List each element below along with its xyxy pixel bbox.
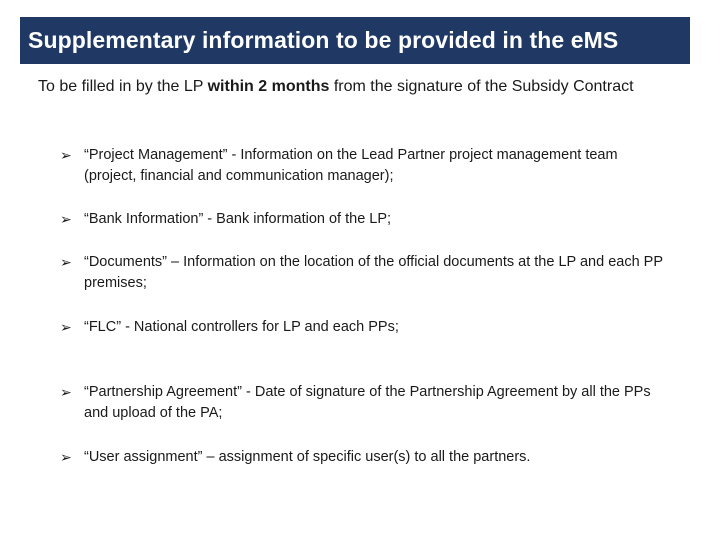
page-title: Supplementary information to be provided in the eMS <box>28 27 619 53</box>
list-item-text: “Project Management” - Information on the Lead Partner project management team (project, financial and communication manager); <box>84 147 618 184</box>
list-item-text: “Partnership Agreement” - Date of signature of the Partnership Agreement by all the PPs and upload of the PA; <box>84 384 651 421</box>
list-item-text: “Bank Information” - Bank information of the LP; <box>84 211 392 227</box>
list-item-text: “User assignment” – assignment of specific user(s) to all the partners. <box>84 449 531 465</box>
arrow-bullet-icon: ➢ <box>60 384 72 400</box>
intro-deadline: within 2 months <box>207 78 330 95</box>
arrow-bullet-icon: ➢ <box>60 211 72 227</box>
list-item <box>60 252 670 294</box>
list-item <box>60 145 670 187</box>
intro-text-end: from the signature of the Subsidy Contract <box>329 78 634 95</box>
arrow-bullet-icon: ➢ <box>60 254 72 270</box>
list-item <box>60 317 670 338</box>
list-item <box>60 447 670 468</box>
list-item-text: “Documents” – Information on the location of the official documents at the LP and each PP premises; <box>84 254 663 291</box>
list-item <box>60 382 670 424</box>
arrow-bullet-icon: ➢ <box>60 319 72 335</box>
list-item-text: “FLC” - National controllers for LP and each PPs; <box>84 319 399 335</box>
arrow-bullet-icon: ➢ <box>60 147 72 163</box>
intro-text-start: To be filled in by the LP <box>38 78 208 95</box>
arrow-bullet-icon: ➢ <box>60 449 72 465</box>
list-item <box>60 209 670 230</box>
